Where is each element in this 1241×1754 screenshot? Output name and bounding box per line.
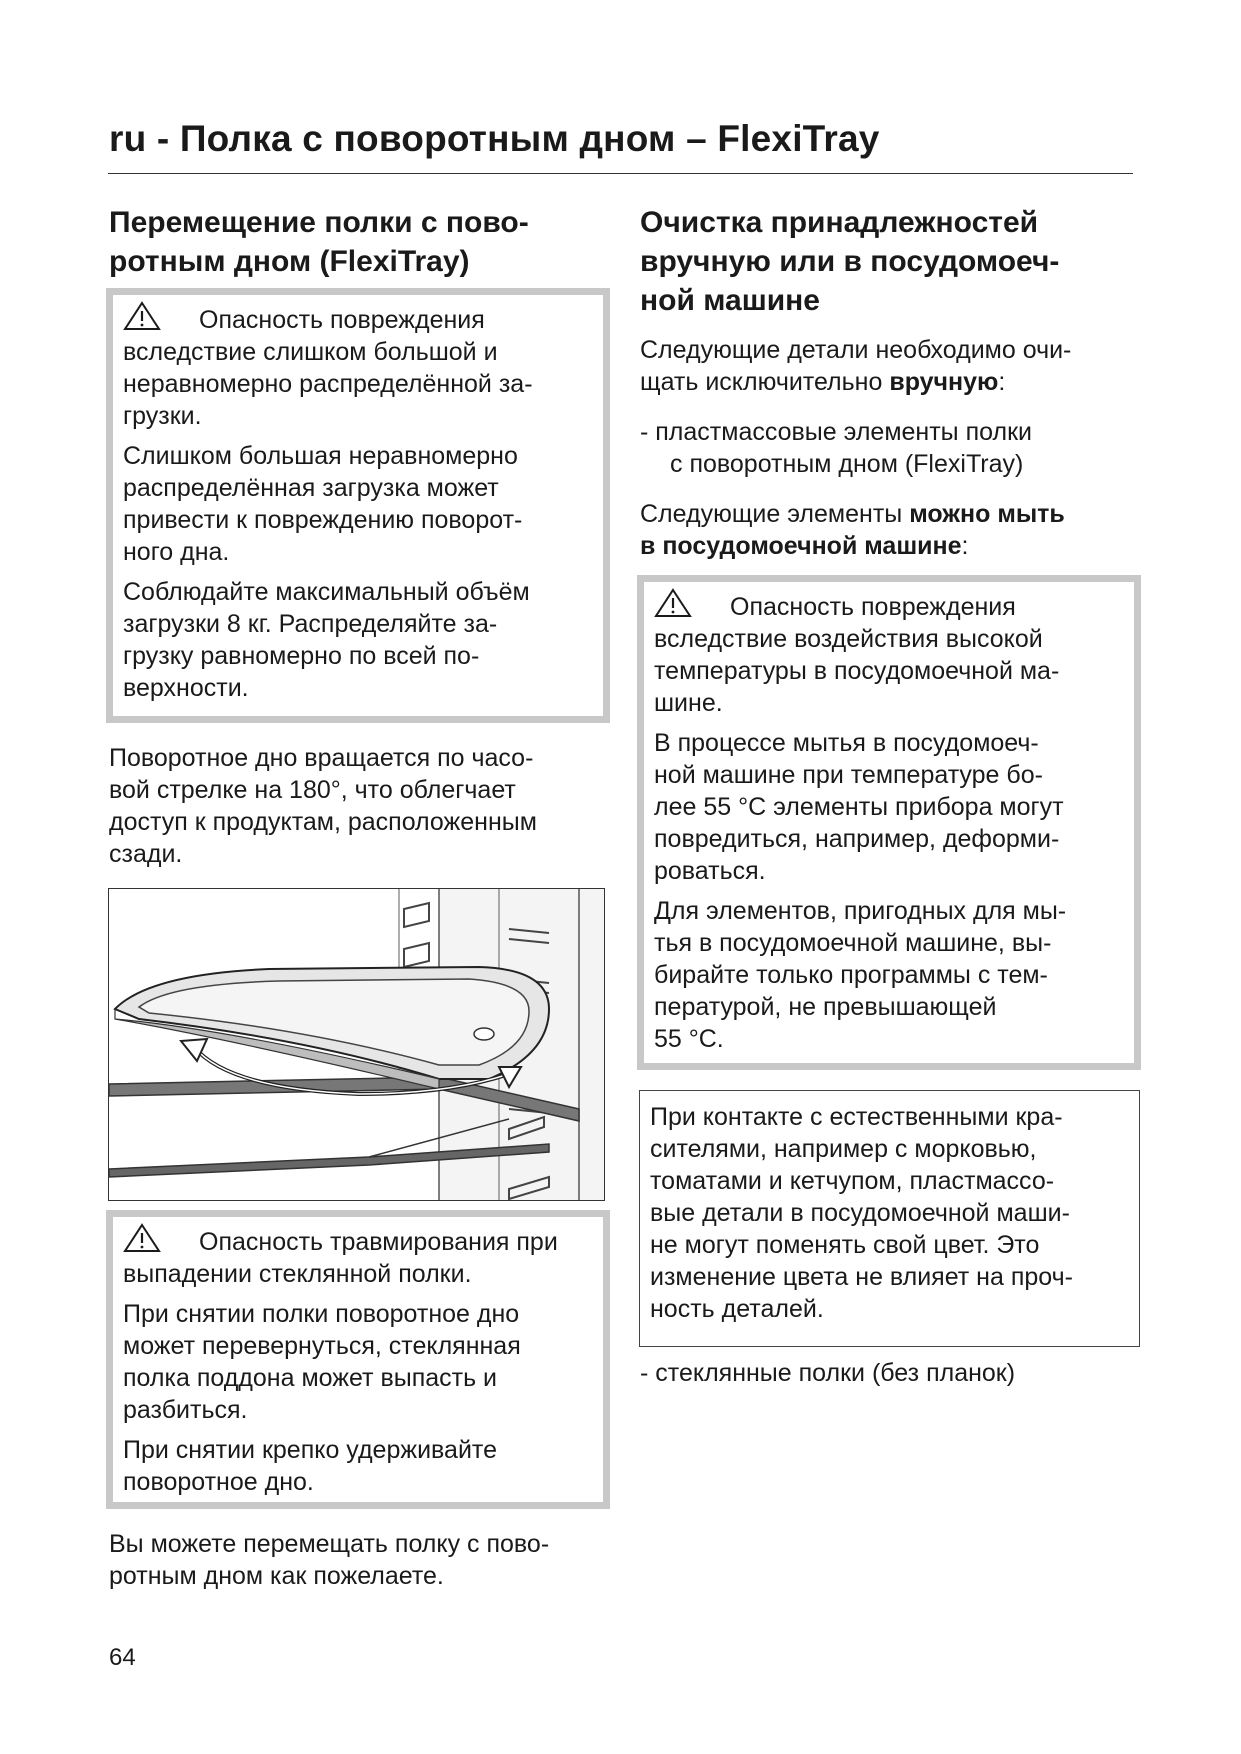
rotation-description: Поворотное дно вращается по часо- вой стрелке на 180°, что облегчает доступ к продуктам, расположенным сзади. <box>109 744 537 868</box>
warning-instruction: Соблюдайте максимальный объём загрузки 8 кг. Распределяйте за- грузку равномерно по всей по- верхности. <box>123 578 530 702</box>
warning-title: Опасность повреждения <box>730 593 1016 621</box>
warning-instruction: Для элементов, пригодных для мы- тья в посудомоечной машине, вы- бирайте только программы с тем- пературой, не превышающей 55 °C. <box>654 897 1067 1053</box>
right-heading: Очистка принадлежностей вручную или в посудомоеч- ной машине <box>640 206 1060 317</box>
left-heading: Перемещение полки с пово- ротным дном (FlexiTray) <box>109 206 529 278</box>
color-change-note: При контакте с естественными кра- сителями, например с морковью, томатами и кетчупом, пластмассо- вые детали в посудомоечной маши- не могут поменять свой цвет. Это изменение цвета не влияет на проч- ность деталей. <box>639 1090 1140 1347</box>
flexitray-illustration <box>108 888 605 1201</box>
header-divider <box>108 173 1133 174</box>
list-item-glass: - стеклянные полки (без планок) <box>640 1359 1016 1387</box>
warning-title: Опасность повреждения <box>199 306 485 334</box>
page-title: ru - Полка с поворотным дном – FlexiTray <box>109 118 880 159</box>
warning-box-overload: Опасность повреждения вследствие слишком большой и неравномерно распределённой за- грузки. Слишком большая неравномерно распределённая загрузка может привести к повреждению поворот- ного дна. Соблюдайте максимальный объём загрузки 8 кг. Распределяйте за- грузку равномерно по всей по- верхности. <box>106 288 610 723</box>
warning-triangle-icon <box>123 1223 161 1253</box>
warning-box-injury: Опасность травмирования при выпадении стеклянной полки. При снятии полки поворотное дно может перевернуться, стеклянная полка поддона может выпасть и разбиться. При снятии крепко удерживайте поворотное дно. <box>106 1210 610 1509</box>
warning-text: При снятии полки поворотное дно может перевернуться, стеклянная полка поддона может выпасть и разбиться. <box>123 1300 521 1424</box>
list-item-plastic: - пластмассовые элементы полки с поворотным дном (FlexiTray) <box>640 418 1032 478</box>
warning-title: Опасность травмирования при <box>199 1228 558 1256</box>
warning-text: Слишком большая неравномерно распределённая загрузка может привести к повреждению поворот- ного дна. <box>123 442 523 566</box>
move-shelf-note: Вы можете перемещать полку с пово- ротным дном как пожелаете. <box>109 1530 550 1590</box>
manual-clean-intro: Следующие детали необходимо очи- щать исключительно вручную: <box>640 336 1072 396</box>
warning-instruction: При снятии крепко удерживайте поворотное дно. <box>123 1436 497 1496</box>
page-number: 64 <box>109 1644 136 1671</box>
warning-box-heat: Опасность повреждения вследствие воздействия высокой температуры в посудомоечной ма- шине. В процессе мытья в посудомоеч- ной машине при температуре бо- лее 55 °C элементы прибора могут повредиться, например, деформи- роваться. Для элементов, пригодных для мы- тья в посудомоечной машине, вы- бирайте только программы с тем- пературой, не превышающей 55 °C. <box>637 575 1141 1070</box>
warning-triangle-icon <box>123 301 161 331</box>
warning-text: В процессе мытья в посудомоеч- ной машине при температуре бо- лее 55 °C элементы прибора могут повредиться, например, деформи- роваться. <box>654 729 1064 885</box>
warning-triangle-icon <box>654 588 692 618</box>
flexitray-drawing <box>109 889 605 1201</box>
dishwasher-intro: Следующие элементы можно мыть в посудомоечной машине: <box>640 500 1065 560</box>
